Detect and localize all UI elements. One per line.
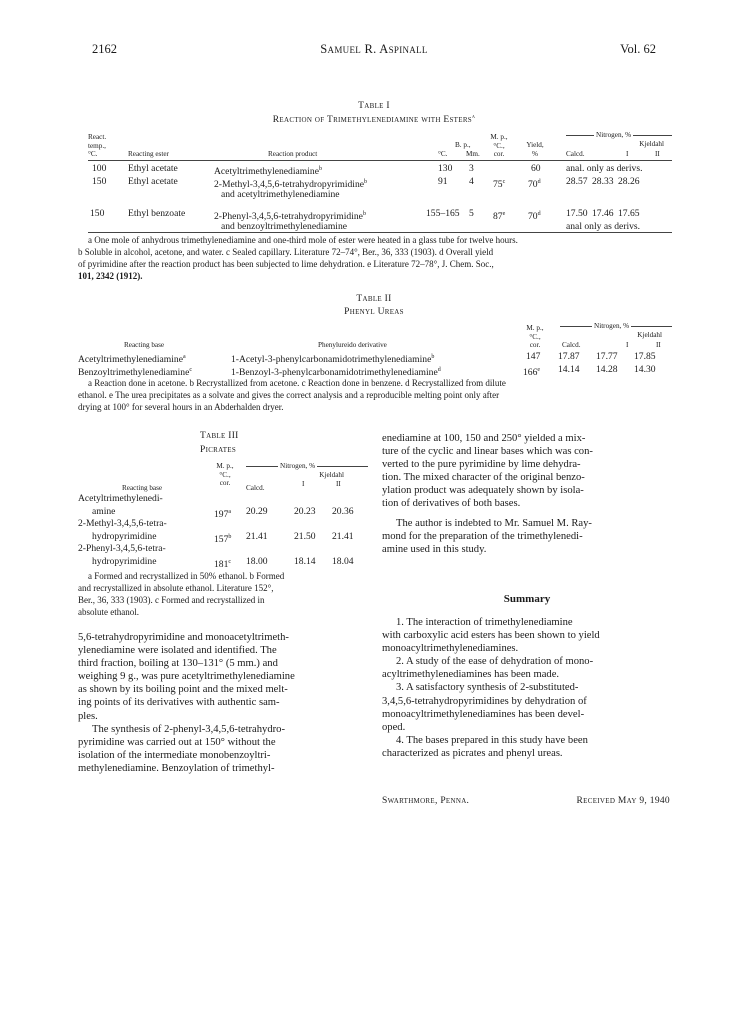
table3-header-calcd: Calcd. xyxy=(246,484,265,492)
table1-header-bp: B. p., xyxy=(455,141,471,149)
author-location: Swarthmore, Penna. xyxy=(382,796,470,806)
summary-item: 2. A study of the ease of dehydration of mono- acyltrimethylenediamines has been made. xyxy=(382,656,594,681)
table3-header-base: Reacting base xyxy=(122,484,163,492)
left-column-text: 5,6-tetrahydropyrimidine and monoacetyltrimeth- ylenediamine were isolated and identified. The third fraction, boiling at 130–131° (5 mm.) and weighing 9 g., was pure acetyltrimethylenediamine as shown by its boiling point and the mixed melt- ing points of its derivatives with authentic sam- ples. The synthesis of 2-phenyl-3,4,5,6-tetrahydro- pyrimidine was carried out at 150° without the isolation of the intermediate monobenzoyltri- methylenediamine. Benzoylation of trimethyl- xyxy=(78,632,295,774)
table1-footnotes: a One mole of anhydrous trimethylenediamine and one-third mole of ester were heated in a glass tube for twelve hours. b Soluble in alcohol, acetone, and water. c Sealed capillary. Literature 72–74°, Ber., 36, 333 (1903). d Overall yield of pyrimidine after the reaction product has been subjected to lime dehydration. e Literature 72–78°, J. Chem. Soc., 101, 2342 (1912). xyxy=(78,235,518,281)
table1-header-bp-mm: Mm. xyxy=(466,150,480,158)
table3-footnotes: a Formed and recrystallized in 50% ethanol. b Formed and recrystallized in absolute ethanol. Literature 152°, Ber., 36, 333 (1903). c Formed and recrystallized in absolute ethanol. xyxy=(78,571,285,617)
table2-header-k1: I xyxy=(626,341,629,349)
table2-header-nitrogen: Nitrogen, % Kjeldahl xyxy=(560,322,672,340)
table3-header-k1: I xyxy=(302,480,305,488)
summary-item: 3. A satisfactory synthesis of 2-substituted- 3,4,5,6-tetrahydropyrimidines by dehydration of monoacyltrimethylenediamines has been devel- oped. xyxy=(382,682,587,733)
table1-bottom-rule xyxy=(88,232,672,233)
table3-header-k2: II xyxy=(336,480,341,488)
running-author: Samuel R. Aspinall xyxy=(320,42,428,56)
table1-label: Table I xyxy=(358,101,390,111)
summary-item: 4. The bases prepared in this study have been characterized as picrates and phenyl ureas. xyxy=(382,734,588,759)
table1-header-product: Reaction product xyxy=(268,150,318,158)
summary-item: 1. The interaction of trimethylenediamine with carboxylic acid esters has been shown to yield monoacyltrimethylenediamines. xyxy=(382,617,600,655)
page-number: 2162 xyxy=(92,42,117,56)
received-date: Received May 9, 1940 xyxy=(576,796,670,806)
table1-title: Reaction of Trimethylenediamine with Esters$^a$ xyxy=(272,114,476,126)
table3-header-nitrogen: Nitrogen, % Kjeldahl xyxy=(246,462,368,480)
table3-header-mp: M. p., °C., cor. xyxy=(216,462,234,487)
table3-label: Table III xyxy=(200,431,239,441)
table1-header-mp: M. p., °C., cor. xyxy=(490,133,508,158)
table2-header-base: Reacting base xyxy=(124,341,165,349)
table2-header-derivative: Phenylureido derivative xyxy=(318,341,387,349)
summary-heading: Summary xyxy=(503,593,551,605)
table2-label: Table II xyxy=(356,294,392,304)
table1-header-ester: Reacting ester xyxy=(128,150,169,158)
table1-header-temp: React. temp., °C. xyxy=(88,133,107,158)
table1-header-k2: II xyxy=(655,150,660,158)
summary-list xyxy=(382,616,672,760)
table2-footnotes: a Reaction done in acetone. b Recrystallized from acetone. c Reaction done in benzene. d Recrystallized from dilute ethanol. e The urea precipitates as a solvate and gives the correct analysis and a reproducible melting point only after drying at 100° for several hours in an Abderhalden dryer. xyxy=(78,378,506,412)
table1-header-k1: I xyxy=(626,150,629,158)
table1-header-calcd: Calcd. xyxy=(566,150,585,158)
table1-header-yield: Yield, % xyxy=(526,141,544,158)
table1-header-bp-c: °C. xyxy=(438,150,448,158)
table2-header-mp: M. p., °C., cor. xyxy=(526,324,544,349)
table1-header-nitrogen: Nitrogen, % Kjeldahl xyxy=(566,131,672,149)
table2-header-k2: II xyxy=(656,341,661,349)
right-column-text: enediamine at 100, 150 and 250° yielded a mix- ture of the cyclic and linear bases which was con- verted to the pure pyrimidine by lime dehydra- tion. The mixed character of the original benzo- ylation product was adequately shown by isola- tion of derivatives of both bases. The author is indebted to Mr. Samuel M. Ray- mond for the preparation of the trimethylenedi- amine used in this study. xyxy=(382,433,593,555)
table2-title: Phenyl Ureas xyxy=(344,307,404,317)
table2-header-calcd: Calcd. xyxy=(562,341,581,349)
volume-label: Vol. 62 xyxy=(620,42,656,56)
table3-title: Picrates xyxy=(200,445,237,455)
table1-rule xyxy=(88,160,672,161)
